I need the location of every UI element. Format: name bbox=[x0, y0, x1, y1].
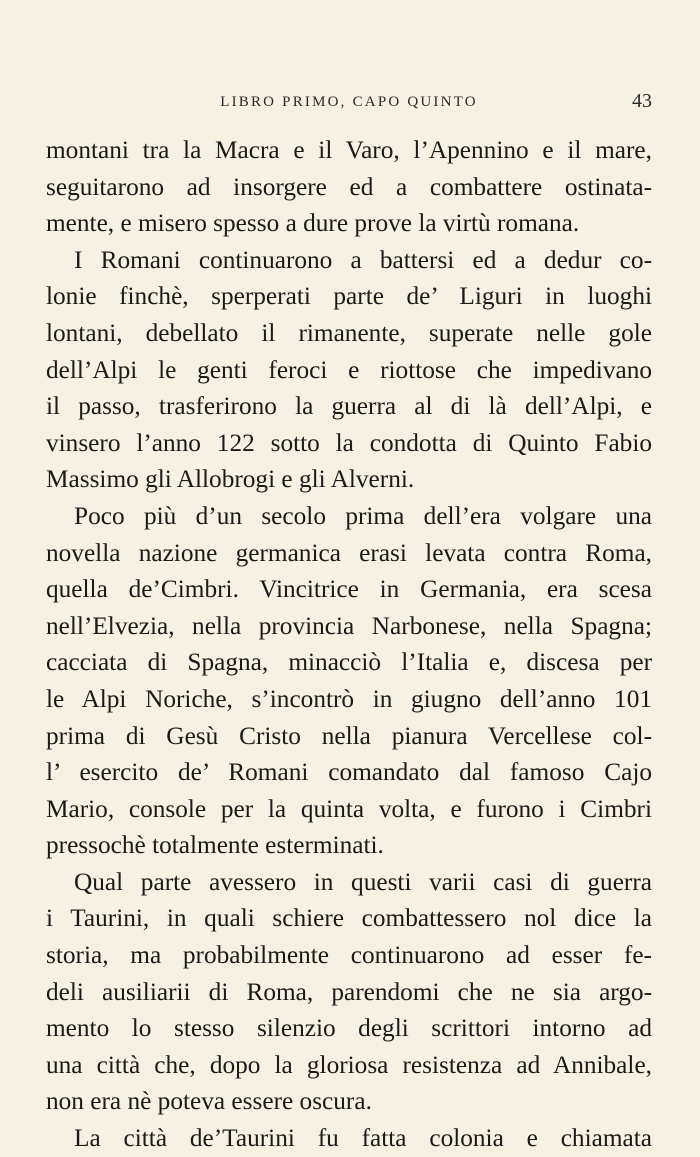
text-line: non era nè poteva essere oscura. bbox=[46, 1087, 372, 1116]
text-line: nell’Elvezia, nella provincia Narbonese, nella Spagna; bbox=[46, 611, 652, 640]
text-line: deli ausiliarii di Roma, parendomi che ne sia argo- bbox=[46, 977, 652, 1006]
text-body bbox=[46, 132, 652, 1157]
text-line: una città che, dopo la gloriosa resistenza ad Annibale, bbox=[46, 1050, 652, 1079]
text-line: dell’Alpi le genti feroci e riottose che impedivano bbox=[46, 355, 652, 384]
text-line: quella de’Cimbri. Vincitrice in Germania, era scesa bbox=[46, 575, 652, 604]
text-line: mente, e misero spesso a dure prove la virtù romana. bbox=[46, 209, 580, 238]
text-line: seguitarono ad insorgere ed a combattere ostinata- bbox=[46, 172, 652, 201]
text-line: mento lo stesso silenzio degli scrittori intorno ad bbox=[46, 1014, 652, 1043]
text-line: Qual parte avessero in questi varii casi di guerra bbox=[74, 867, 652, 896]
text-line: i Taurini, in quali schiere combattessero nol dice la bbox=[46, 904, 652, 933]
text-line: l’ esercito de’ Romani comandato dal famoso Cajo bbox=[46, 758, 652, 787]
text-line: Poco più d’un secolo prima dell’era volgare una bbox=[74, 501, 652, 530]
text-line: le Alpi Noriche, s’incontrò in giugno dell’anno 101 bbox=[46, 684, 652, 713]
text-line: pressochè totalmente esterminati. bbox=[46, 831, 384, 860]
text-line: I Romani continuarono a battersi ed a dedur co- bbox=[74, 245, 652, 274]
text-line: cacciata di Spagna, minacciò l’Italia e, discesa per bbox=[46, 648, 652, 677]
text-line: vinsero l’anno 122 sotto la condotta di Quinto Fabio bbox=[46, 428, 652, 457]
text-line: lontani, debellato il rimanente, superate nelle gole bbox=[46, 318, 652, 347]
text-line: La città de’Taurini fu fatta colonia e chiamata bbox=[74, 1124, 652, 1153]
text-line: Mario, console per la quinta volta, e furono i Cimbri bbox=[46, 794, 652, 823]
running-head bbox=[46, 90, 652, 114]
text-line: il passo, trasferirono la guerra al di là dell’Alpi, e bbox=[46, 392, 652, 421]
text-line: novella nazione germanica erasi levata contra Roma, bbox=[46, 538, 652, 567]
text-line: lonie finchè, sperperati parte de’ Liguri in luoghi bbox=[46, 282, 652, 311]
text-line: prima di Gesù Cristo nella pianura Vercellese col- bbox=[46, 721, 652, 750]
text-line: Massimo gli Allobrogi e gli Alverni. bbox=[46, 465, 415, 494]
running-title: LIBRO PRIMO, CAPO QUINTO bbox=[220, 94, 478, 110]
text-line: montani tra la Macra e il Varo, l’Apennino e il mare, bbox=[46, 136, 652, 164]
text-line: storia, ma probabilmente continuarono ad esser fe- bbox=[46, 941, 652, 970]
page-number: 43 bbox=[632, 90, 652, 112]
